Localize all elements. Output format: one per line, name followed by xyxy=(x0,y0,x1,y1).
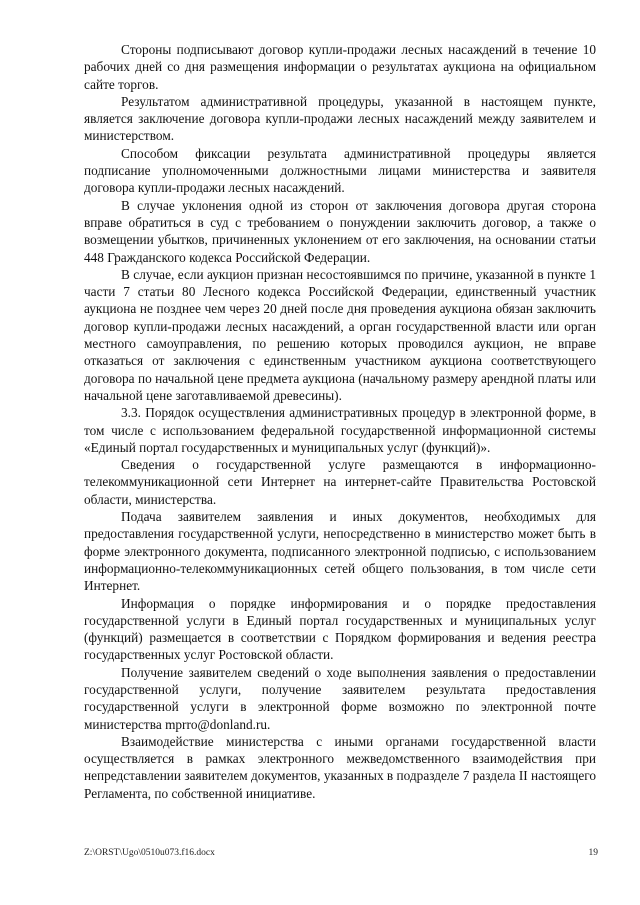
document-body xyxy=(84,41,596,802)
footer-file-path: Z:\ORST\Ugo\0510u073.f16.docx xyxy=(84,848,215,858)
paragraph: Сведения о государственной услуге размещаются в информационно-телекоммуникационной сети Интернет на интернет-сайте Правительства Ростовской области, министерства. xyxy=(84,457,596,507)
paragraph: В случае, если аукцион признан несостоявшимся по причине, указанной в пункте 1 части 7 статьи 80 Лесного кодекса Российской Федерации, единственный участник аукциона не позднее чем через 20 дней после дня проведения аукциона обязан заключить договор купли-продажи лесных насаждений, а орган государственной власти или орган местного самоуправления, по решению которых проводился аукцион, не вправе отказаться от заключения с единственным участником аукциона соответствующего договора по начальной цене предмета аукциона (начальному размеру арендной платы или начальной цене заготавливаемой древесины). xyxy=(84,266,596,403)
paragraph: Способом фиксации результата административной процедуры является подписание уполномоченными должностными лицами министерства и заявителя договора купли-продажи лесных насаждений. xyxy=(84,145,596,196)
paragraph: Взаимодействие министерства с иными органами государственной власти осуществляется в рамках электронного межведомственного взаимодействия при непредставлении заявителем документов, указанных в подразделе 7 раздела II настоящего Регламента, по собственной инициативе. xyxy=(84,733,596,801)
paragraph: Подача заявителем заявления и иных документов, необходимых для предоставления государственной услуги, непосредственно в министерство может быть в форме электронного документа, подписанного электронной подписью, с использованием информационно-телекоммуникационных сетей общего пользования, в том числе сети Интернет. xyxy=(84,509,596,594)
paragraph: Информация о порядке информирования и о порядке предоставления государственной услуги в Единый портал государственных и муниципальных услуг (функций) размещается в соответствии с Порядком формирования и ведения реестра государственных услуг Ростовской области. xyxy=(84,595,596,663)
paragraph: Получение заявителем сведений о ходе выполнения заявления о предоставлении государственной услуги, получение заявителем результата предоставления государственной услуги в электронной форме возможно по электронной почте министерства mprro@donland.ru. xyxy=(84,664,596,732)
paragraph: Результатом административной процедуры, указанной в настоящем пункте, является заключение договора купли-продажи лесных насаждений между заявителем и министерством. xyxy=(84,93,596,144)
section-heading-paragraph: 3.3. Порядок осуществления административных процедур в электронной форме, в том числе с использованием федеральной государственной информационной системы «Единый портал государственных и муниципальных услуг (функций)». xyxy=(84,405,596,455)
paragraph: В случае уклонения одной из сторон от заключения договора другая сторона вправе обратиться в суд с требованием о понуждении заключить договор, а также о возмещении убытков, причиненных уклонением от его заключения, на основании статьи 448 Гражданского кодекса Российской Федерации. xyxy=(84,197,596,265)
paragraph: Стороны подписывают договор купли-продажи лесных насаждений в течение 10 рабочих дней со дня размещения информации о результатах аукциона на официальном сайте торгов. xyxy=(84,42,596,92)
page-number: 19 xyxy=(588,848,598,858)
